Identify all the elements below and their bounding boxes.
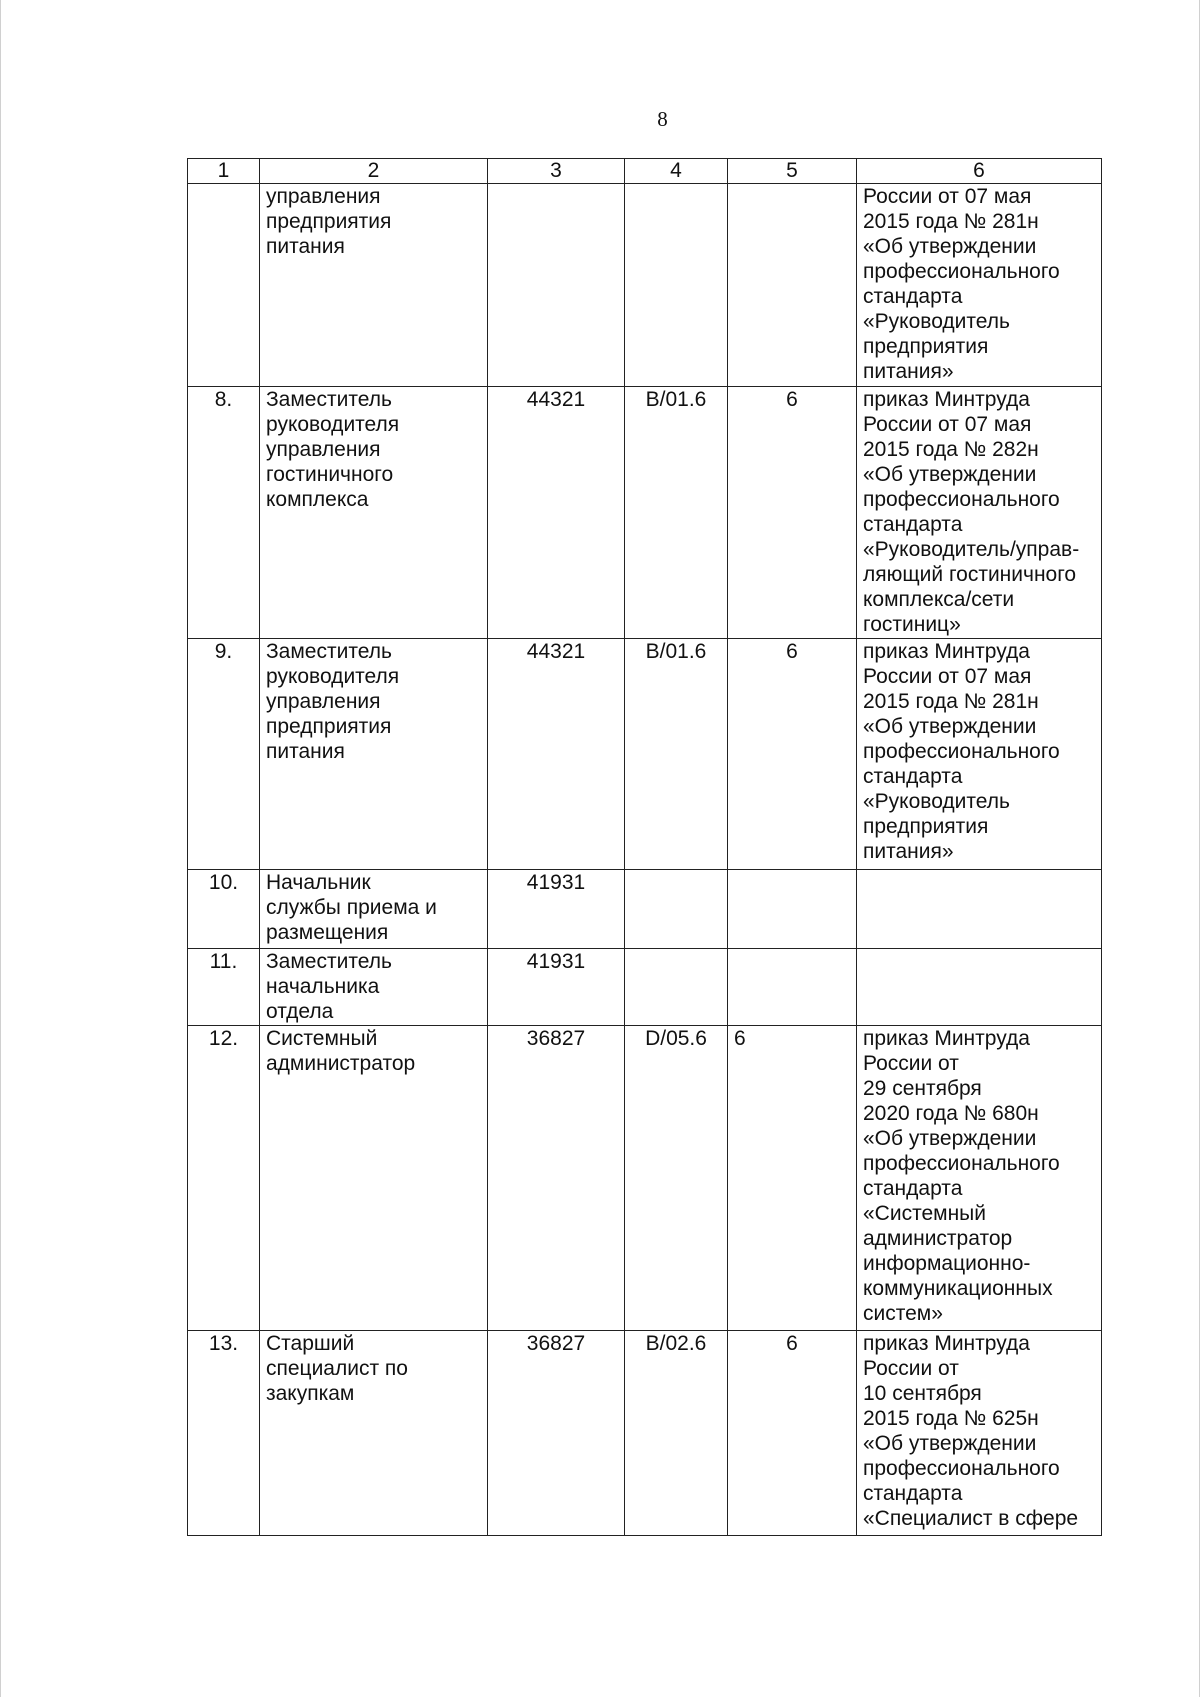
standard-cell: приказ Минтруда России от 07 мая 2015 года № 282н «Об утверждении профессионального стандарта «Руководитель/управ- ляющий гостиничного комплекса/сети гостиниц» [857, 387, 1102, 639]
table-row [188, 184, 1102, 387]
column-header: 6 [857, 159, 1102, 184]
position-cell: Системный администратор [260, 1026, 488, 1331]
column-header: 2 [260, 159, 488, 184]
row-number-cell: 9. [188, 639, 260, 870]
column-header: 1 [188, 159, 260, 184]
table-row [188, 639, 1102, 870]
standard-cell [857, 870, 1102, 949]
code-cell: 36827 [488, 1026, 625, 1331]
function-cell [625, 870, 728, 949]
code-cell: 36827 [488, 1331, 625, 1536]
column-header: 3 [488, 159, 625, 184]
function-cell [625, 949, 728, 1026]
row-number-cell: 10. [188, 870, 260, 949]
table-header-row [188, 159, 1102, 184]
level-cell [728, 870, 857, 949]
code-cell [488, 184, 625, 387]
function-cell: B/02.6 [625, 1331, 728, 1536]
level-cell: 6 [728, 639, 857, 870]
standard-cell [857, 949, 1102, 1026]
standard-cell: приказ Минтруда России от 07 мая 2015 года № 281н «Об утверждении профессионального стандарта «Руководитель предприятия питания» [857, 639, 1102, 870]
row-number-cell: 12. [188, 1026, 260, 1331]
column-header: 5 [728, 159, 857, 184]
code-cell: 41931 [488, 949, 625, 1026]
position-cell: Заместитель руководителя управления гостиничного комплекса [260, 387, 488, 639]
function-cell: B/01.6 [625, 639, 728, 870]
page-number: 8 [657, 107, 668, 131]
level-cell: 6 [728, 1331, 857, 1536]
row-number-cell: 8. [188, 387, 260, 639]
standard-cell: приказ Минтруда России от 10 сентября 2015 года № 625н «Об утверждении профессионального стандарта «Специалист в сфере [857, 1331, 1102, 1536]
positions-table [187, 158, 1102, 1536]
position-cell: Старший специалист по закупкам [260, 1331, 488, 1536]
level-cell: 6 [728, 1026, 857, 1331]
position-cell: управления предприятия питания [260, 184, 488, 387]
table-row [188, 1026, 1102, 1331]
code-cell: 44321 [488, 639, 625, 870]
table-row [188, 387, 1102, 639]
row-number-cell: 13. [188, 1331, 260, 1536]
column-header: 4 [625, 159, 728, 184]
row-number-cell [188, 184, 260, 387]
function-cell [625, 184, 728, 387]
code-cell: 44321 [488, 387, 625, 639]
position-cell: Начальник службы приема и размещения [260, 870, 488, 949]
function-cell: B/01.6 [625, 387, 728, 639]
standard-cell: России от 07 мая 2015 года № 281н «Об утверждении профессионального стандарта «Руководитель предприятия питания» [857, 184, 1102, 387]
table-row [188, 949, 1102, 1026]
standard-cell: приказ Минтруда России от 29 сентября 2020 года № 680н «Об утверждении профессионального стандарта «Системный администратор информационно- коммуникационных систем» [857, 1026, 1102, 1331]
code-cell: 41931 [488, 870, 625, 949]
row-number-cell: 11. [188, 949, 260, 1026]
table-row [188, 870, 1102, 949]
page-edge-left [0, 0, 1, 1697]
function-cell: D/05.6 [625, 1026, 728, 1331]
table-row [188, 1331, 1102, 1536]
level-cell [728, 184, 857, 387]
level-cell: 6 [728, 387, 857, 639]
level-cell [728, 949, 857, 1026]
position-cell: Заместитель начальника отдела [260, 949, 488, 1026]
position-cell: Заместитель руководителя управления предприятия питания [260, 639, 488, 870]
